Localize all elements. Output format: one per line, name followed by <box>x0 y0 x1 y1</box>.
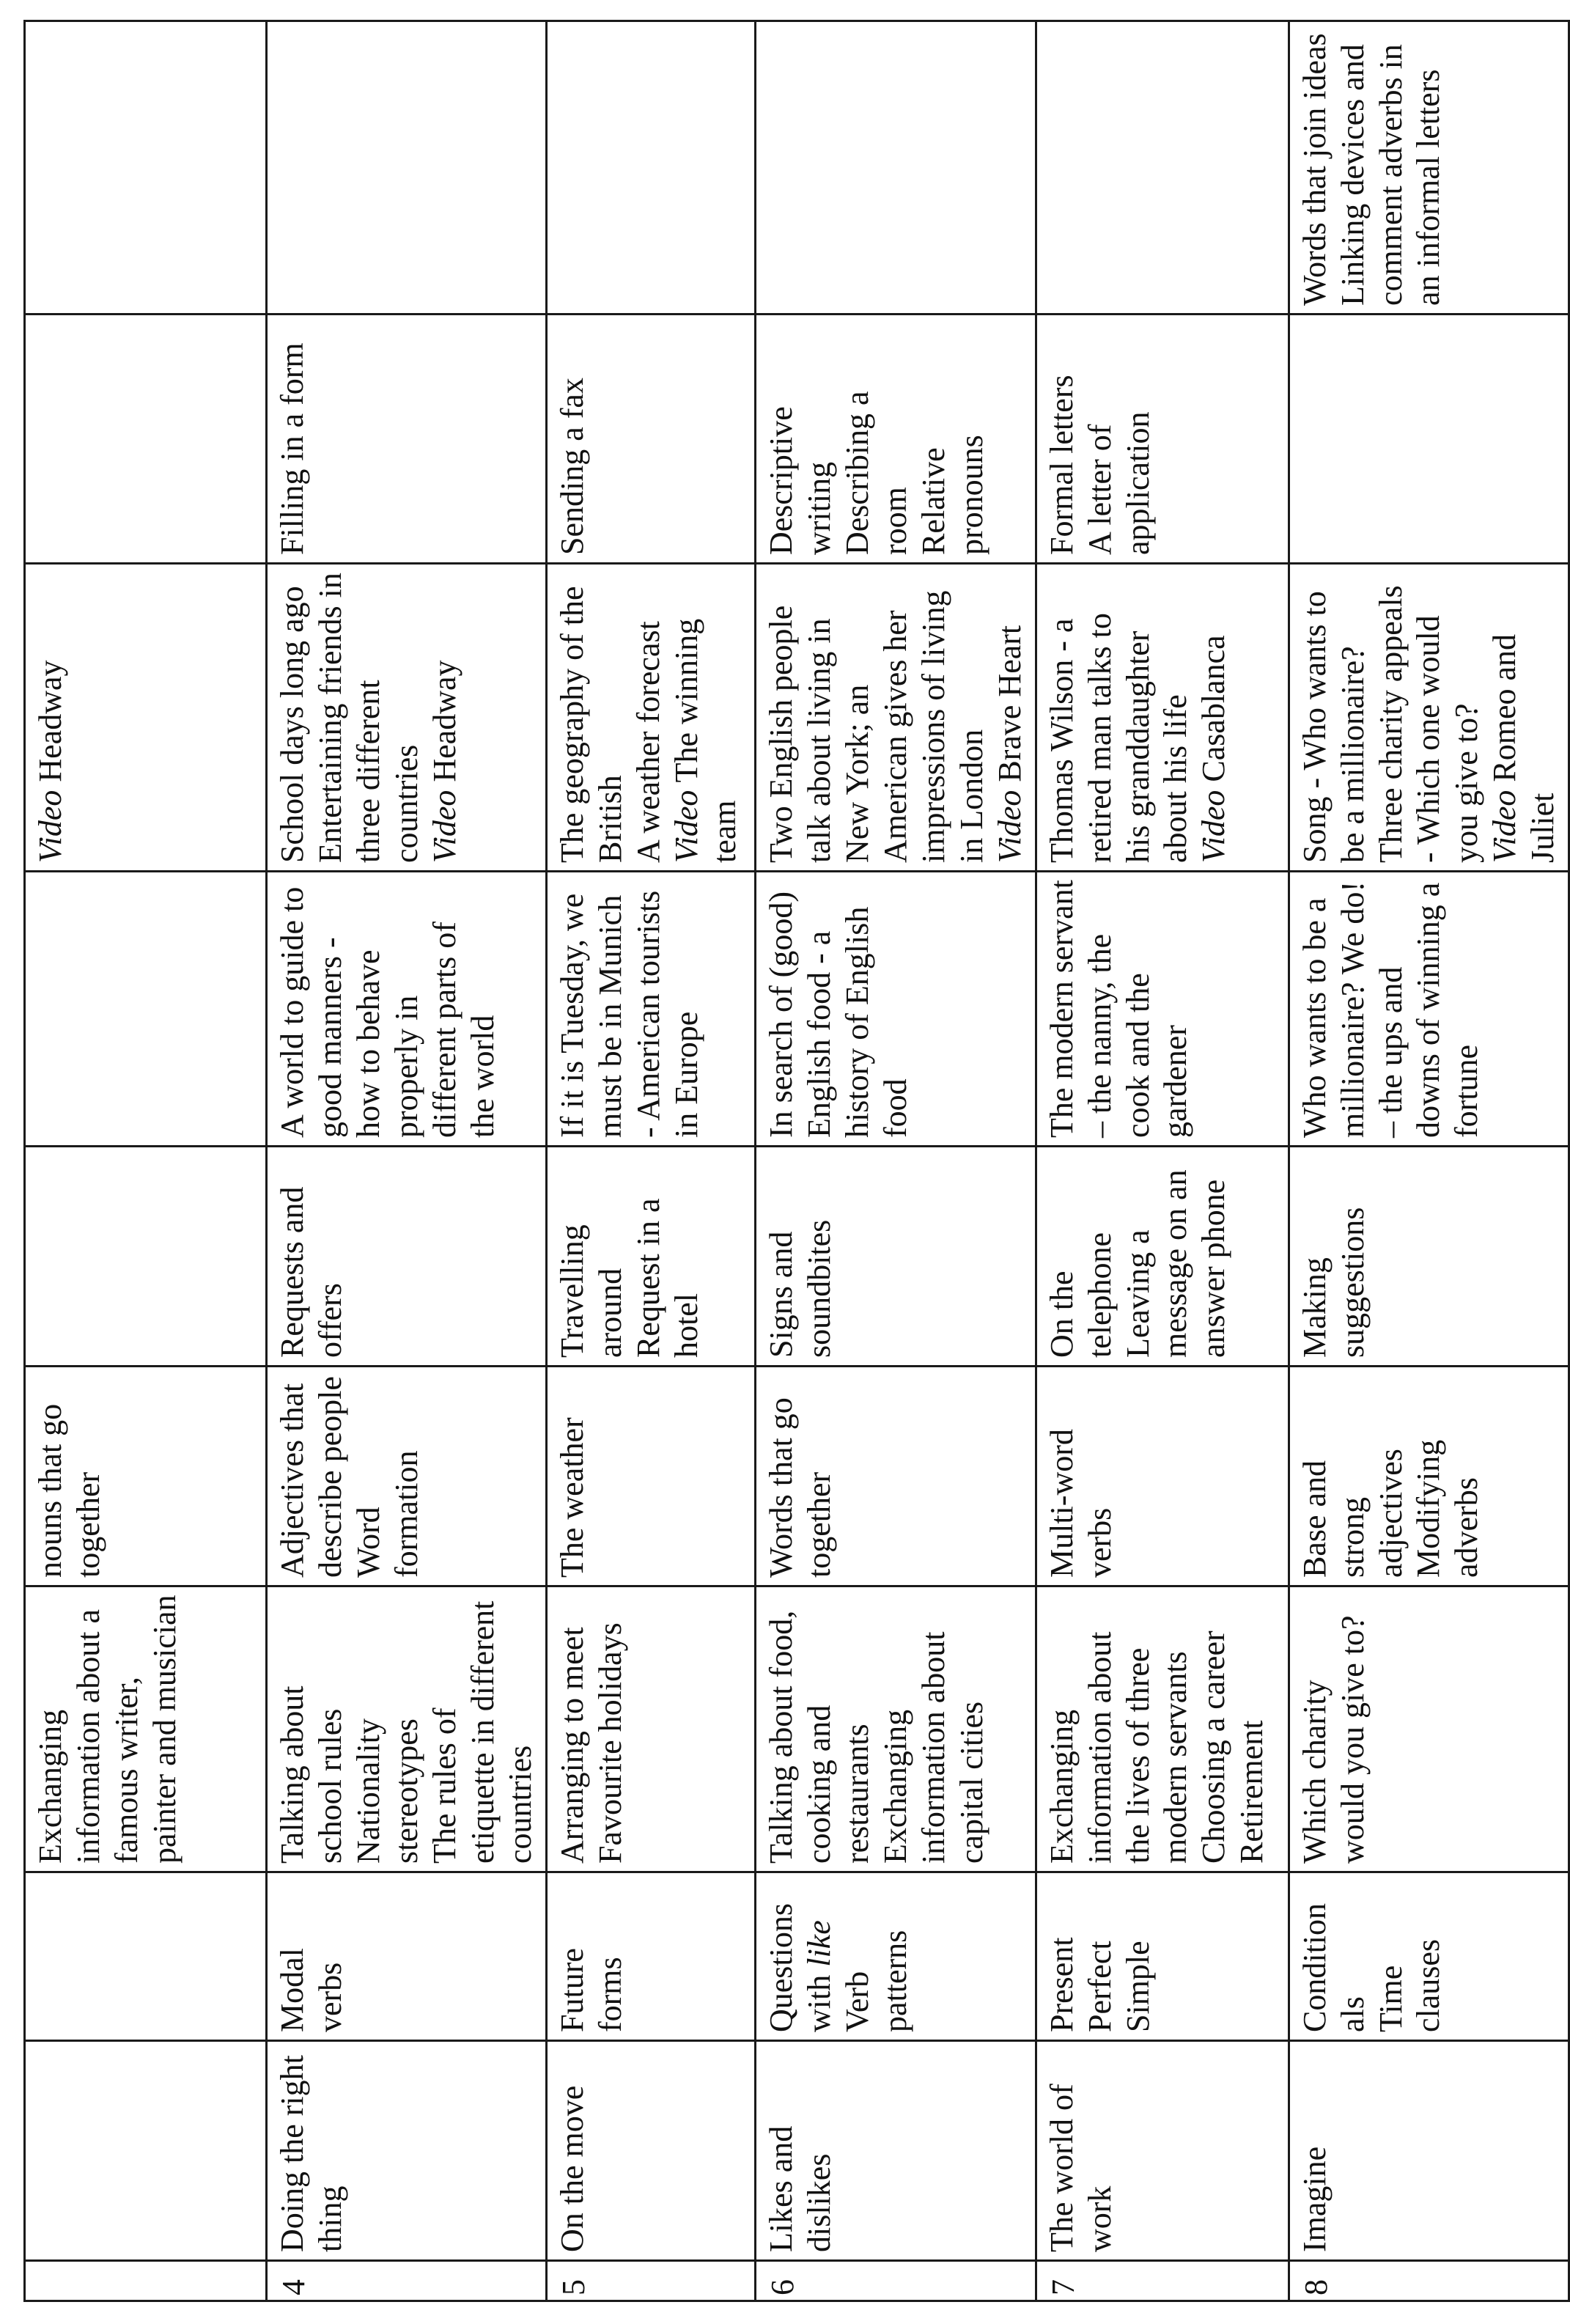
cell-reading: A world to guide to good manners - how to behave properly in different parts of the world <box>266 872 546 1147</box>
cell-writing <box>1289 315 1569 564</box>
cell-num: 7 <box>1036 2261 1289 2301</box>
video-title: Casablanca <box>1195 635 1231 790</box>
video-label: Video <box>32 790 68 863</box>
cell-speaking: Which charity would you give to? <box>1289 1586 1569 1872</box>
cell-everyday-english: Making suggestions <box>1289 1147 1569 1367</box>
cell-reading: The modern servant – the nanny, the cook and the gardener <box>1036 872 1289 1147</box>
cell-listening <box>546 564 755 872</box>
cell-everyday-english: Travelling around Request in a hotel <box>546 1147 755 1367</box>
cell-vocabulary: nouns that go together <box>24 1367 266 1586</box>
video-title: Headway <box>426 660 462 790</box>
cell-unit: The world of work <box>1036 2041 1289 2261</box>
rotated-page <box>23 22 1560 2302</box>
listening-text: Song - Who wants to be a millionaire? Three charity appeals - Which one would you give to? <box>1296 585 1484 863</box>
cell-listening <box>24 564 266 872</box>
cell-reading: Who wants to be a millionaire? We do! – the ups and downs of winning a fortune <box>1289 872 1569 1147</box>
cell-reading: If it is Tuesday, we must be in Munich - American tourists in Europe <box>546 872 755 1147</box>
cell-num: 5 <box>546 2261 755 2301</box>
cell-vocabulary: The weather <box>546 1367 755 1586</box>
table-row-unit-8 <box>1289 21 1569 2301</box>
cell-everyday-english: Requests and offers <box>266 1147 546 1367</box>
video-label: Video <box>426 790 462 863</box>
cell-extra: Words that join ideas Linking devices and comment adverbs in an informal letters <box>1289 21 1569 315</box>
grammar-text: Questions with <box>762 1903 837 2032</box>
video-title: Romeo and Juliet <box>1486 633 1560 863</box>
cell-speaking: Talking about school rules Nationality stereotypes The rules of etiquette in different countries <box>266 1586 546 1872</box>
cell-unit: Imagine <box>1289 2041 1569 2261</box>
cell-listening <box>1289 564 1569 872</box>
video-label: Video <box>1195 790 1231 863</box>
cell-listening <box>1036 564 1289 872</box>
table-row-unit-6 <box>755 21 1035 2301</box>
cell-num: 6 <box>755 2261 1035 2301</box>
cell-writing <box>24 315 266 564</box>
cell-reading: In search of (good) English food - a history of English food <box>755 872 1035 1147</box>
cell-speaking: Exchanging information about a famous writer, painter and musician <box>24 1586 266 1872</box>
listening-text: Thomas Wilson - a retired man talks to his granddaughter about his life <box>1043 613 1193 863</box>
cell-grammar: Modal verbs <box>266 1872 546 2041</box>
cell-unit: On the move <box>546 2041 755 2261</box>
cell-unit <box>24 2041 266 2261</box>
cell-grammar: Future forms <box>546 1872 755 2041</box>
cell-everyday-english <box>24 1147 266 1367</box>
video-title: Brave Heart <box>991 625 1028 790</box>
cell-extra <box>266 21 546 315</box>
cell-extra <box>755 21 1035 315</box>
listening-text: Two English people talk about living in New York; an American gives her impressions of living in London <box>762 590 989 863</box>
video-label: Video <box>668 790 704 863</box>
cell-extra <box>546 21 755 315</box>
cell-vocabulary: Words that go together <box>755 1367 1035 1586</box>
cell-grammar <box>755 1872 1035 2041</box>
video-title: Headway <box>32 660 68 790</box>
grammar-text: Verb patterns <box>839 1930 913 2032</box>
video-label: Video <box>1486 790 1522 863</box>
cell-speaking: Exchanging information about the lives of three modern servants Choosing a career Retirement <box>1036 1586 1289 1872</box>
table-row-unit-7 <box>1036 21 1289 2301</box>
cell-speaking: Talking about food, cooking and restaurants Exchanging information about capital cities <box>755 1586 1035 1872</box>
cell-num <box>24 2261 266 2301</box>
cell-everyday-english: Signs and soundbites <box>755 1147 1035 1367</box>
listening-text: School days long ago Entertaining friends in three different countries <box>273 573 424 863</box>
table-row-continued <box>24 21 266 2301</box>
table-row-unit-5 <box>546 21 755 2301</box>
table-row-unit-4 <box>266 21 546 2301</box>
cell-vocabulary: Base and strong adjectives Modifying adverbs <box>1289 1367 1569 1586</box>
cell-reading <box>24 872 266 1147</box>
cell-writing: Sending a fax <box>546 315 755 564</box>
video-label: Video <box>991 790 1028 863</box>
cell-listening <box>755 564 1035 872</box>
cell-writing: Filling in a form <box>266 315 546 564</box>
video-title: The winning team <box>668 618 742 863</box>
cell-unit: Likes and dislikes <box>755 2041 1035 2261</box>
cell-speaking: Arranging to meet Favourite holidays <box>546 1586 755 1872</box>
cell-everyday-english: On the telephone Leaving a message on an answer phone <box>1036 1147 1289 1367</box>
cell-num: 8 <box>1289 2261 1569 2301</box>
cell-num: 4 <box>266 2261 546 2301</box>
cell-writing: Descriptive writing Describing a room Relative pronouns <box>755 315 1035 564</box>
syllabus-table <box>23 20 1570 2302</box>
cell-writing: Formal letters A letter of application <box>1036 315 1289 564</box>
cell-listening <box>266 564 546 872</box>
cell-vocabulary: Adjectives that describe people Word formation <box>266 1367 546 1586</box>
listening-text: The geography of the British A weather forecast <box>553 586 666 863</box>
cell-grammar: Present Perfect Simple <box>1036 1872 1289 2041</box>
cell-extra <box>1036 21 1289 315</box>
cell-unit: Doing the right thing <box>266 2041 546 2261</box>
grammar-italic: like <box>800 1920 837 1967</box>
cell-grammar: Condition als Time clauses <box>1289 1872 1569 2041</box>
cell-vocabulary: Multi-word verbs <box>1036 1367 1289 1586</box>
cell-extra <box>24 21 266 315</box>
cell-grammar <box>24 1872 266 2041</box>
